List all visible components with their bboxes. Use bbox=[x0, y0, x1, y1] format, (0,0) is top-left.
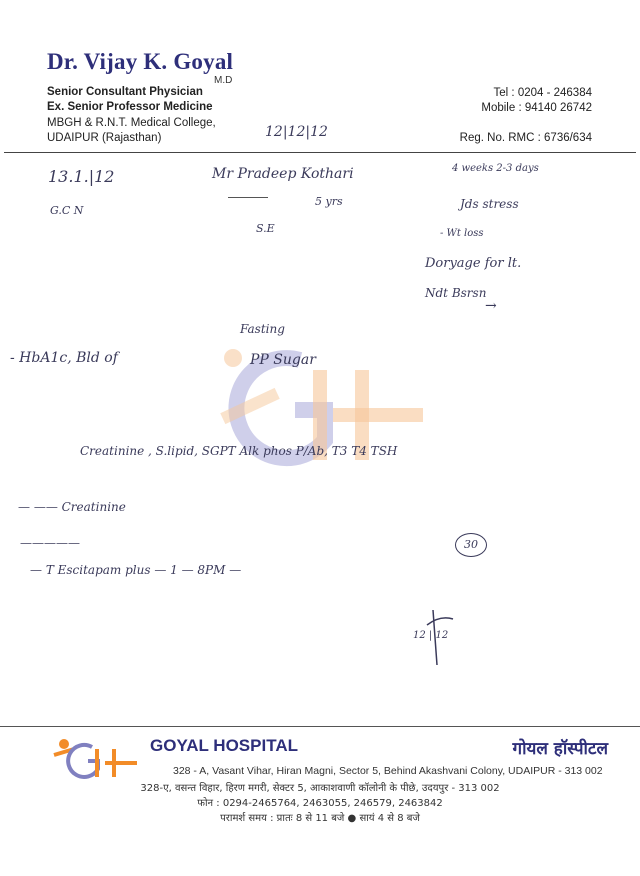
college-name: MBGH & R.N.T. Medical College, bbox=[47, 117, 216, 129]
hospital-logo-icon bbox=[50, 735, 140, 780]
history-note-3: - Wt loss bbox=[440, 228, 484, 239]
test-line-2: Creatinine , S.lipid, SGPT Alk phos P/Ab, T3 T4 TSH bbox=[80, 444, 398, 458]
header-divider bbox=[4, 152, 636, 153]
patient-age: 5 yrs bbox=[315, 195, 343, 208]
hospital-address-english: 328 - A, Vasant Vihar, Hiran Magni, Sector 5, Behind Akashvani Colony, UDAIPUR - 313 002 bbox=[173, 765, 603, 777]
prescription-date: 12|12|12 bbox=[265, 124, 328, 140]
hospital-name-hindi: गोयल हॉस्पीटल bbox=[512, 739, 608, 759]
history-note-5: Ndt Bsrsn bbox=[425, 286, 487, 300]
mobile-number: Mobile : 94140 26742 bbox=[481, 102, 592, 114]
telephone: Tel : 0204 - 246384 bbox=[493, 87, 592, 99]
note-line-a: 13.1.|12 bbox=[48, 167, 115, 186]
title-physician: Senior Consultant Physician bbox=[47, 86, 203, 98]
test-line-1: - HbA1c, Bld of bbox=[10, 350, 118, 366]
arrow-mark: → bbox=[485, 298, 497, 314]
se-note: S.E bbox=[256, 222, 275, 235]
dash-line: ————— bbox=[20, 536, 80, 550]
rx-line: — T Escitapam plus — 1 — 8PM — bbox=[30, 563, 242, 577]
patient-name: Mr Pradeep Kothari bbox=[212, 166, 354, 182]
hospital-name: GOYAL HOSPITAL bbox=[150, 736, 298, 755]
doctor-name: Dr. Vijay K. Goyal bbox=[47, 49, 234, 74]
history-note-1: 4 weeks 2-3 days bbox=[452, 163, 539, 174]
doctor-degree: M.D bbox=[214, 75, 233, 86]
test-line-1b: PP Sugar bbox=[250, 352, 316, 368]
hospital-watermark-logo bbox=[205, 330, 435, 490]
quantity-circle: 30 bbox=[455, 533, 487, 557]
footer-divider bbox=[0, 726, 640, 727]
signature-date: 12 | 12 bbox=[413, 630, 449, 641]
hospital-address-hindi: 328-ए, वसन्त विहार, हिरण मगरी, सेक्टर 5, आकाशवाणी कॉलोनी के पीछे, उदयपुर - 313 002 bbox=[140, 783, 500, 794]
hospital-phone: फोन : 0294-2465764, 2463055, 246579, 2463842 bbox=[197, 798, 443, 809]
history-note-4: Doryage for lt. bbox=[425, 256, 522, 271]
note-line-b: G.C N bbox=[50, 204, 84, 217]
registration-number: Reg. No. RMC : 6736/634 bbox=[459, 132, 592, 144]
history-note-2: Jds stress bbox=[460, 197, 519, 211]
underline-mark bbox=[228, 197, 268, 198]
test-line-3: — —— Creatinine bbox=[18, 500, 126, 514]
fasting-note: Fasting bbox=[240, 322, 285, 336]
city-name: UDAIPUR (Rajasthan) bbox=[47, 132, 162, 144]
title-professor: Ex. Senior Professor Medicine bbox=[47, 101, 213, 113]
consultation-timing: परामर्श समय : प्रातः 8 से 11 बजे ● सायं 4 से 8 बजे bbox=[220, 813, 420, 824]
